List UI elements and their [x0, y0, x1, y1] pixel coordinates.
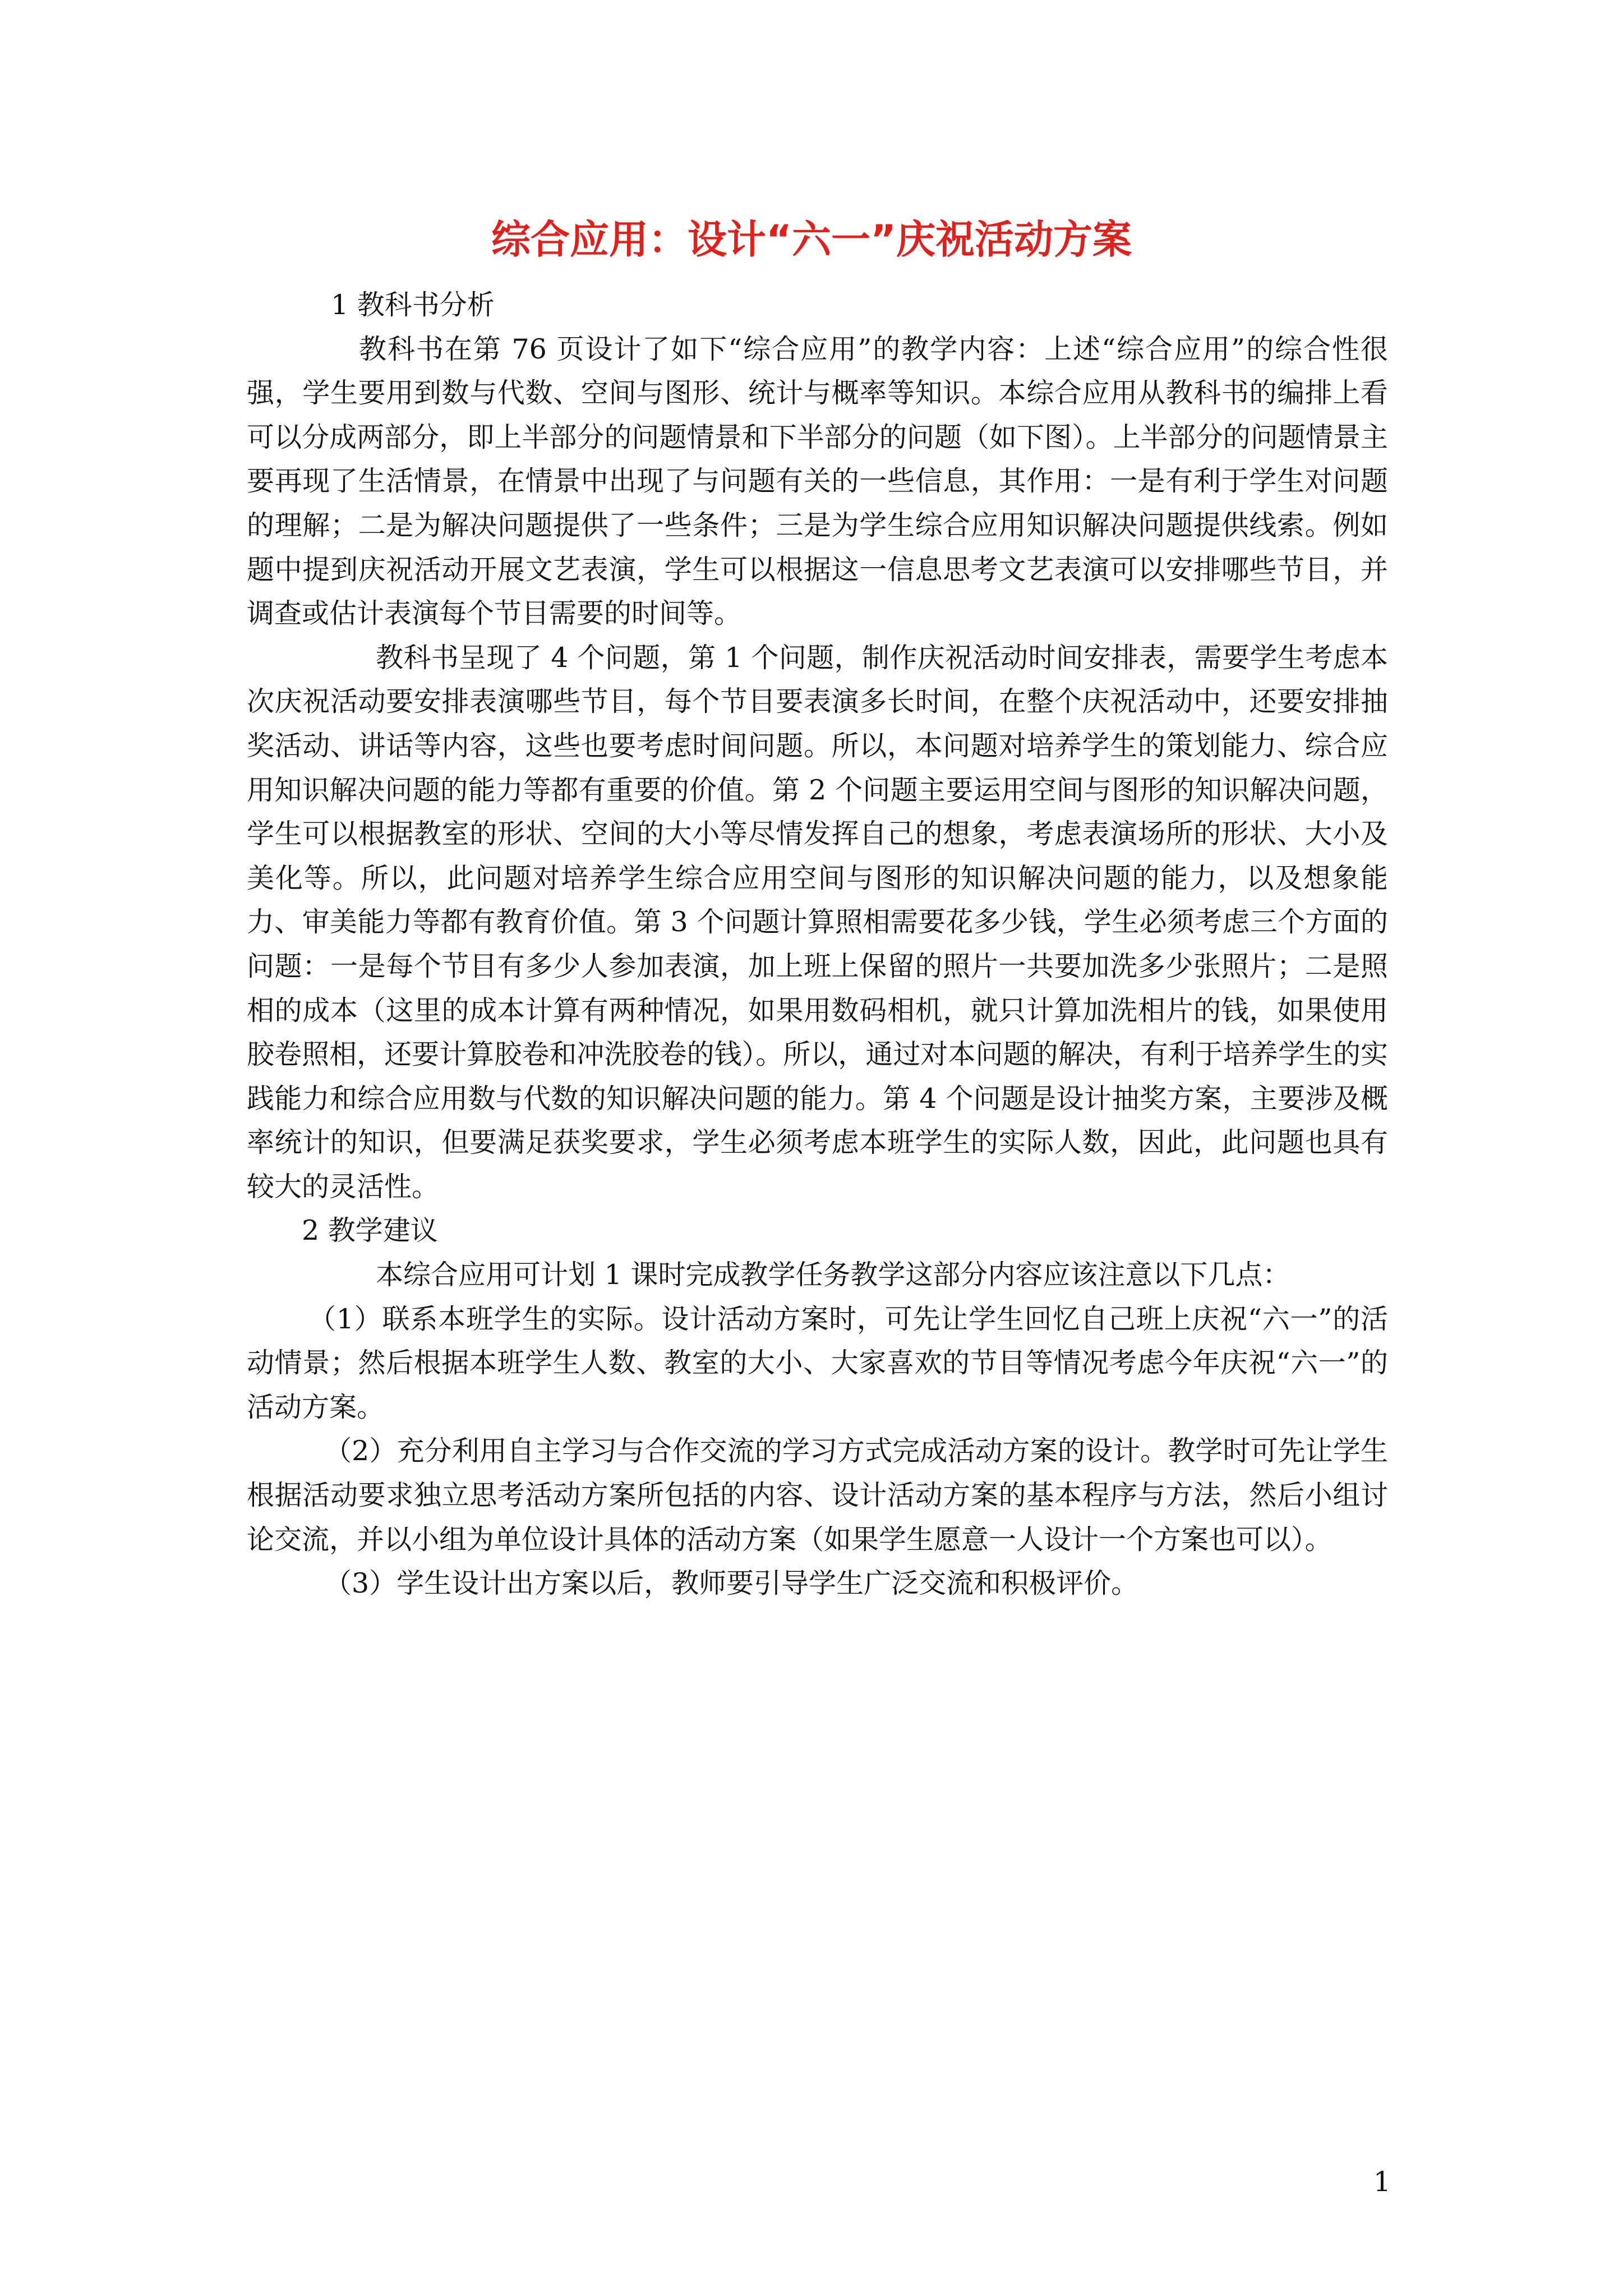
page-title: 综合应用：设计“六一”庆祝活动方案 — [491, 217, 1132, 263]
section-heading-textbook-analysis: 1 教科书分析 — [331, 289, 495, 321]
paragraph-textbook-content: 教科书在第 76 页设计了如下“综合应用”的教学内容：上述“综合应用”的综合性很强，学生要用到数与代数、空间与图形、统计与概率等知识。本综合应用从教科书的编排上看可以分成两部分，即上半部分的问题情景和下半部分的问题（如下图）。上半部分的问题情景主要再现了生活情景，在情景中出现了与问题有关的一些信息，其作用：一是有利于学生对问题的理解；二是为解决问题提供了一些条件；三是为学生综合应用知识解决问题提供线索。例如题中提到庆祝活动开展文艺表演，学生可以根据这一信息思考文艺表演可以安排哪些节目，并调查或估计表演每个节目需要的时间等。 — [247, 333, 1388, 630]
document-body — [247, 283, 1388, 1606]
page-number: 1 — [1373, 2166, 1391, 2198]
paragraph-teaching-intro: 本综合应用可计划 1 课时完成教学任务教学这部分内容应该注意以下几点： — [376, 1259, 1290, 1291]
suggestion-item-1: （1）联系本班学生的实际。设计活动方案时，可先让学生回忆自己班上庆祝“六一”的活动情景；然后根据本班学生人数、教室的大小、大家喜欢的节目等情况考虑今年庆祝“六一”的活动方案。 — [247, 1303, 1388, 1423]
suggestion-item-2: （2）充分利用自主学习与合作交流的学习方式完成活动方案的设计。教学时可先让学生根据活动要求独立思考活动方案所包括的内容、设计活动方案的基本程序与方法，然后小组讨论交流，并以小组为单位设计具体的活动方案（如果学生愿意一人设计一个方案也可以）。 — [247, 1435, 1388, 1556]
suggestion-item-3: （3）学生设计出方案以后，教师要引导学生广泛交流和积极评价。 — [324, 1567, 1139, 1600]
section-heading-teaching-suggestions: 2 教学建议 — [302, 1214, 438, 1247]
paragraph-four-problems: 教科书呈现了 4 个问题，第 1 个问题，制作庆祝活动时间安排表，需要学生考虑本次庆祝活动要安排表演哪些节目，每个节目要表演多长时间，在整个庆祝活动中，还要安排抽奖活动、讲话等内容，这些也要考虑时间问题。所以，本问题对培养学生的策划能力、综合应用知识解决问题的能力等都有重要的价值。第 2 个问题主要运用空间与图形的知识解决问题，学生可以根据教室的形状、空间的大小等尽情发挥自己的想象，考虑表演场所的形状、大小及美化等。所以，此问题对培养学生综合应用空间与图形的知识解决问题的能力，以及想象能力、审美能力等都有教育价值。第 3 个问题计算照相需要花多少钱，学生必须考虑三个方面的问题：一是每个节目有多少人参加表演，加上班上保留的照片一共要加洗多少张照片；二是照相的成本（这里的成本计算有两种情况，如果用数码相机，就只计算加洗相片的钱，如果使用胶卷照相，还要计算胶卷和冲洗胶卷的钱）。所以，通过对本问题的解决，有利于培养学生的实践能力和综合应用数与代数的知识解决问题的能力。第 4 个问题是设计抽奖方案，主要涉及概率统计的知识，但要满足获奖要求，学生必须考虑本班学生的实际人数，因此，此问题也具有较大的灵活性。 — [247, 641, 1388, 1203]
